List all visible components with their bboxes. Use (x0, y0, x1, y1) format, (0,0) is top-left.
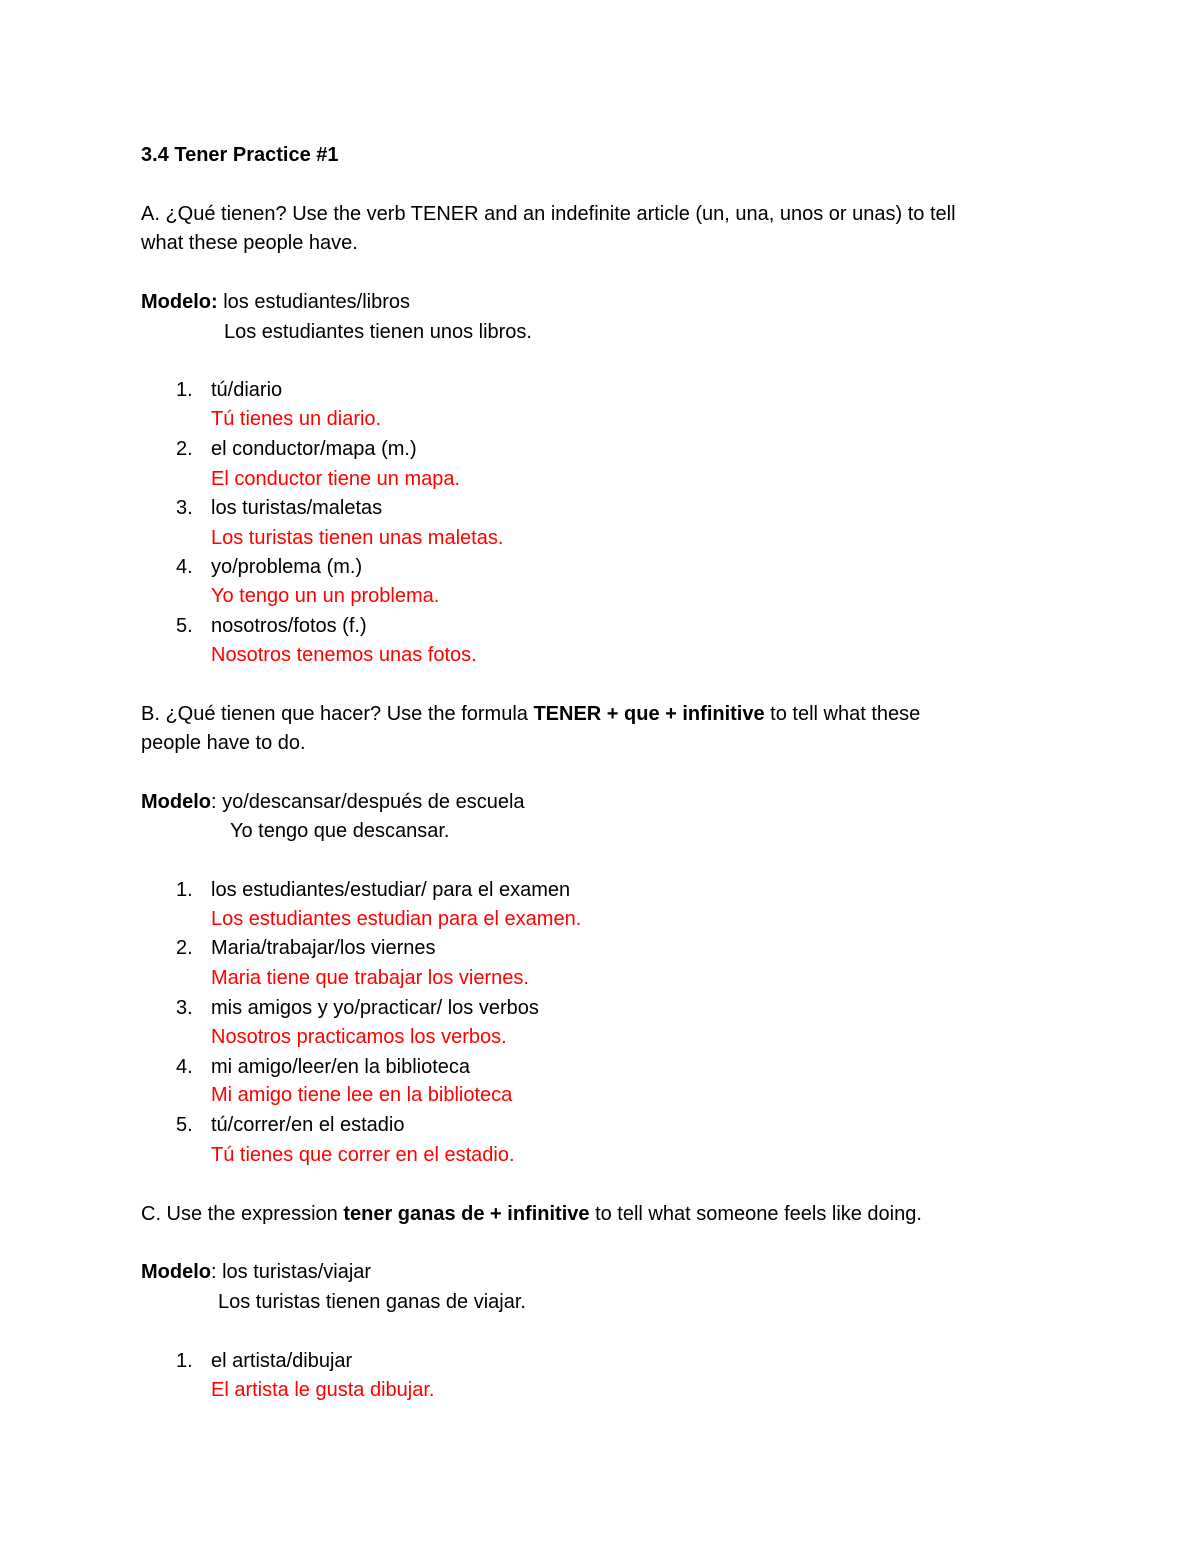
list-item-answer: Mi amigo tiene lee en la biblioteca (211, 1084, 513, 1106)
section-a-modelo-answer: Los estudiantes tienen unos libros. (224, 321, 532, 343)
list-item-prompt: los estudiantes/estudiar/ para el examen (211, 879, 571, 901)
list-item-number: 3. (176, 497, 193, 519)
section-a-instruction: A. ¿Qué tienen? Use the verb TENER and an indefinite article (un, una, unos or unas) to tell (141, 203, 956, 225)
section-c-modelo-answer: Los turistas tienen ganas de viajar. (218, 1291, 526, 1313)
list-item-prompt: el artista/dibujar (211, 1350, 353, 1372)
list-item-answer: Tú tienes que correr en el estadio. (211, 1144, 515, 1166)
list-item-number: 3. (176, 997, 193, 1019)
list-item-answer: Nosotros tenemos unas fotos. (211, 644, 477, 666)
list-item-answer: Los estudiantes estudian para el examen. (211, 908, 582, 930)
list-item-number: 2. (176, 438, 193, 460)
list-item-number: 5. (176, 1114, 193, 1136)
modelo-prompt: : los turistas/viajar (211, 1261, 372, 1283)
list-item-prompt: Maria/trabajar/los viernes (211, 937, 436, 959)
list-item-prompt: nosotros/fotos (f.) (211, 615, 367, 637)
list-item-number: 5. (176, 615, 193, 637)
list-item-answer: Nosotros practicamos los verbos. (211, 1026, 507, 1048)
section-a-modelo (141, 289, 410, 315)
section-c-modelo (141, 1259, 371, 1285)
section-b-modelo-answer: Yo tengo que descansar. (230, 820, 450, 842)
section-b-modelo (141, 789, 525, 815)
list-item-prompt: el conductor/mapa (m.) (211, 438, 417, 460)
list-item-answer: Los turistas tienen unas maletas. (211, 527, 504, 549)
section-a-instruction-cont: what these people have. (141, 232, 358, 254)
section-b-instruction (141, 701, 920, 727)
section-b-instruction-cont: people have to do. (141, 732, 306, 754)
modelo-label: Modelo: (141, 291, 218, 313)
list-item-answer: Maria tiene que trabajar los viernes. (211, 967, 529, 989)
instruction-text: B. ¿Qué tienen que hacer? Use the formula (141, 703, 534, 725)
instruction-text-end: to tell what someone feels like doing. (589, 1203, 922, 1225)
list-item-answer: Tú tienes un diario. (211, 408, 382, 430)
page-title: 3.4 Tener Practice #1 (141, 144, 339, 166)
list-item-answer: El artista le gusta dibujar. (211, 1379, 435, 1401)
list-item-prompt: yo/problema (m.) (211, 556, 363, 578)
instruction-text: C. Use the expression (141, 1203, 344, 1225)
modelo-label: Modelo (141, 1261, 211, 1283)
instruction-formula: tener ganas de + infinitive (343, 1203, 590, 1225)
list-item-number: 1. (176, 379, 193, 401)
list-item-prompt: mi amigo/leer/en la biblioteca (211, 1056, 471, 1078)
list-item-number: 1. (176, 879, 193, 901)
modelo-prompt: : yo/descansar/después de escuela (211, 791, 525, 813)
instruction-text-end: to tell what these (764, 703, 921, 725)
list-item-number: 1. (176, 1350, 193, 1372)
list-item-answer: Yo tengo un un problema. (211, 585, 440, 607)
modelo-label: Modelo (141, 791, 211, 813)
list-item-prompt: tú/diario (211, 379, 283, 401)
list-item-prompt: mis amigos y yo/practicar/ los verbos (211, 997, 539, 1019)
list-item-prompt: los turistas/maletas (211, 497, 383, 519)
section-c-instruction (141, 1201, 922, 1227)
instruction-formula: TENER + que + infinitive (533, 703, 765, 725)
list-item-answer: El conductor tiene un mapa. (211, 468, 461, 490)
list-item-number: 4. (176, 1056, 193, 1078)
list-item-prompt: tú/correr/en el estadio (211, 1114, 405, 1136)
list-item-number: 4. (176, 556, 193, 578)
list-item-number: 2. (176, 937, 193, 959)
modelo-prompt: los estudiantes/libros (217, 291, 410, 313)
